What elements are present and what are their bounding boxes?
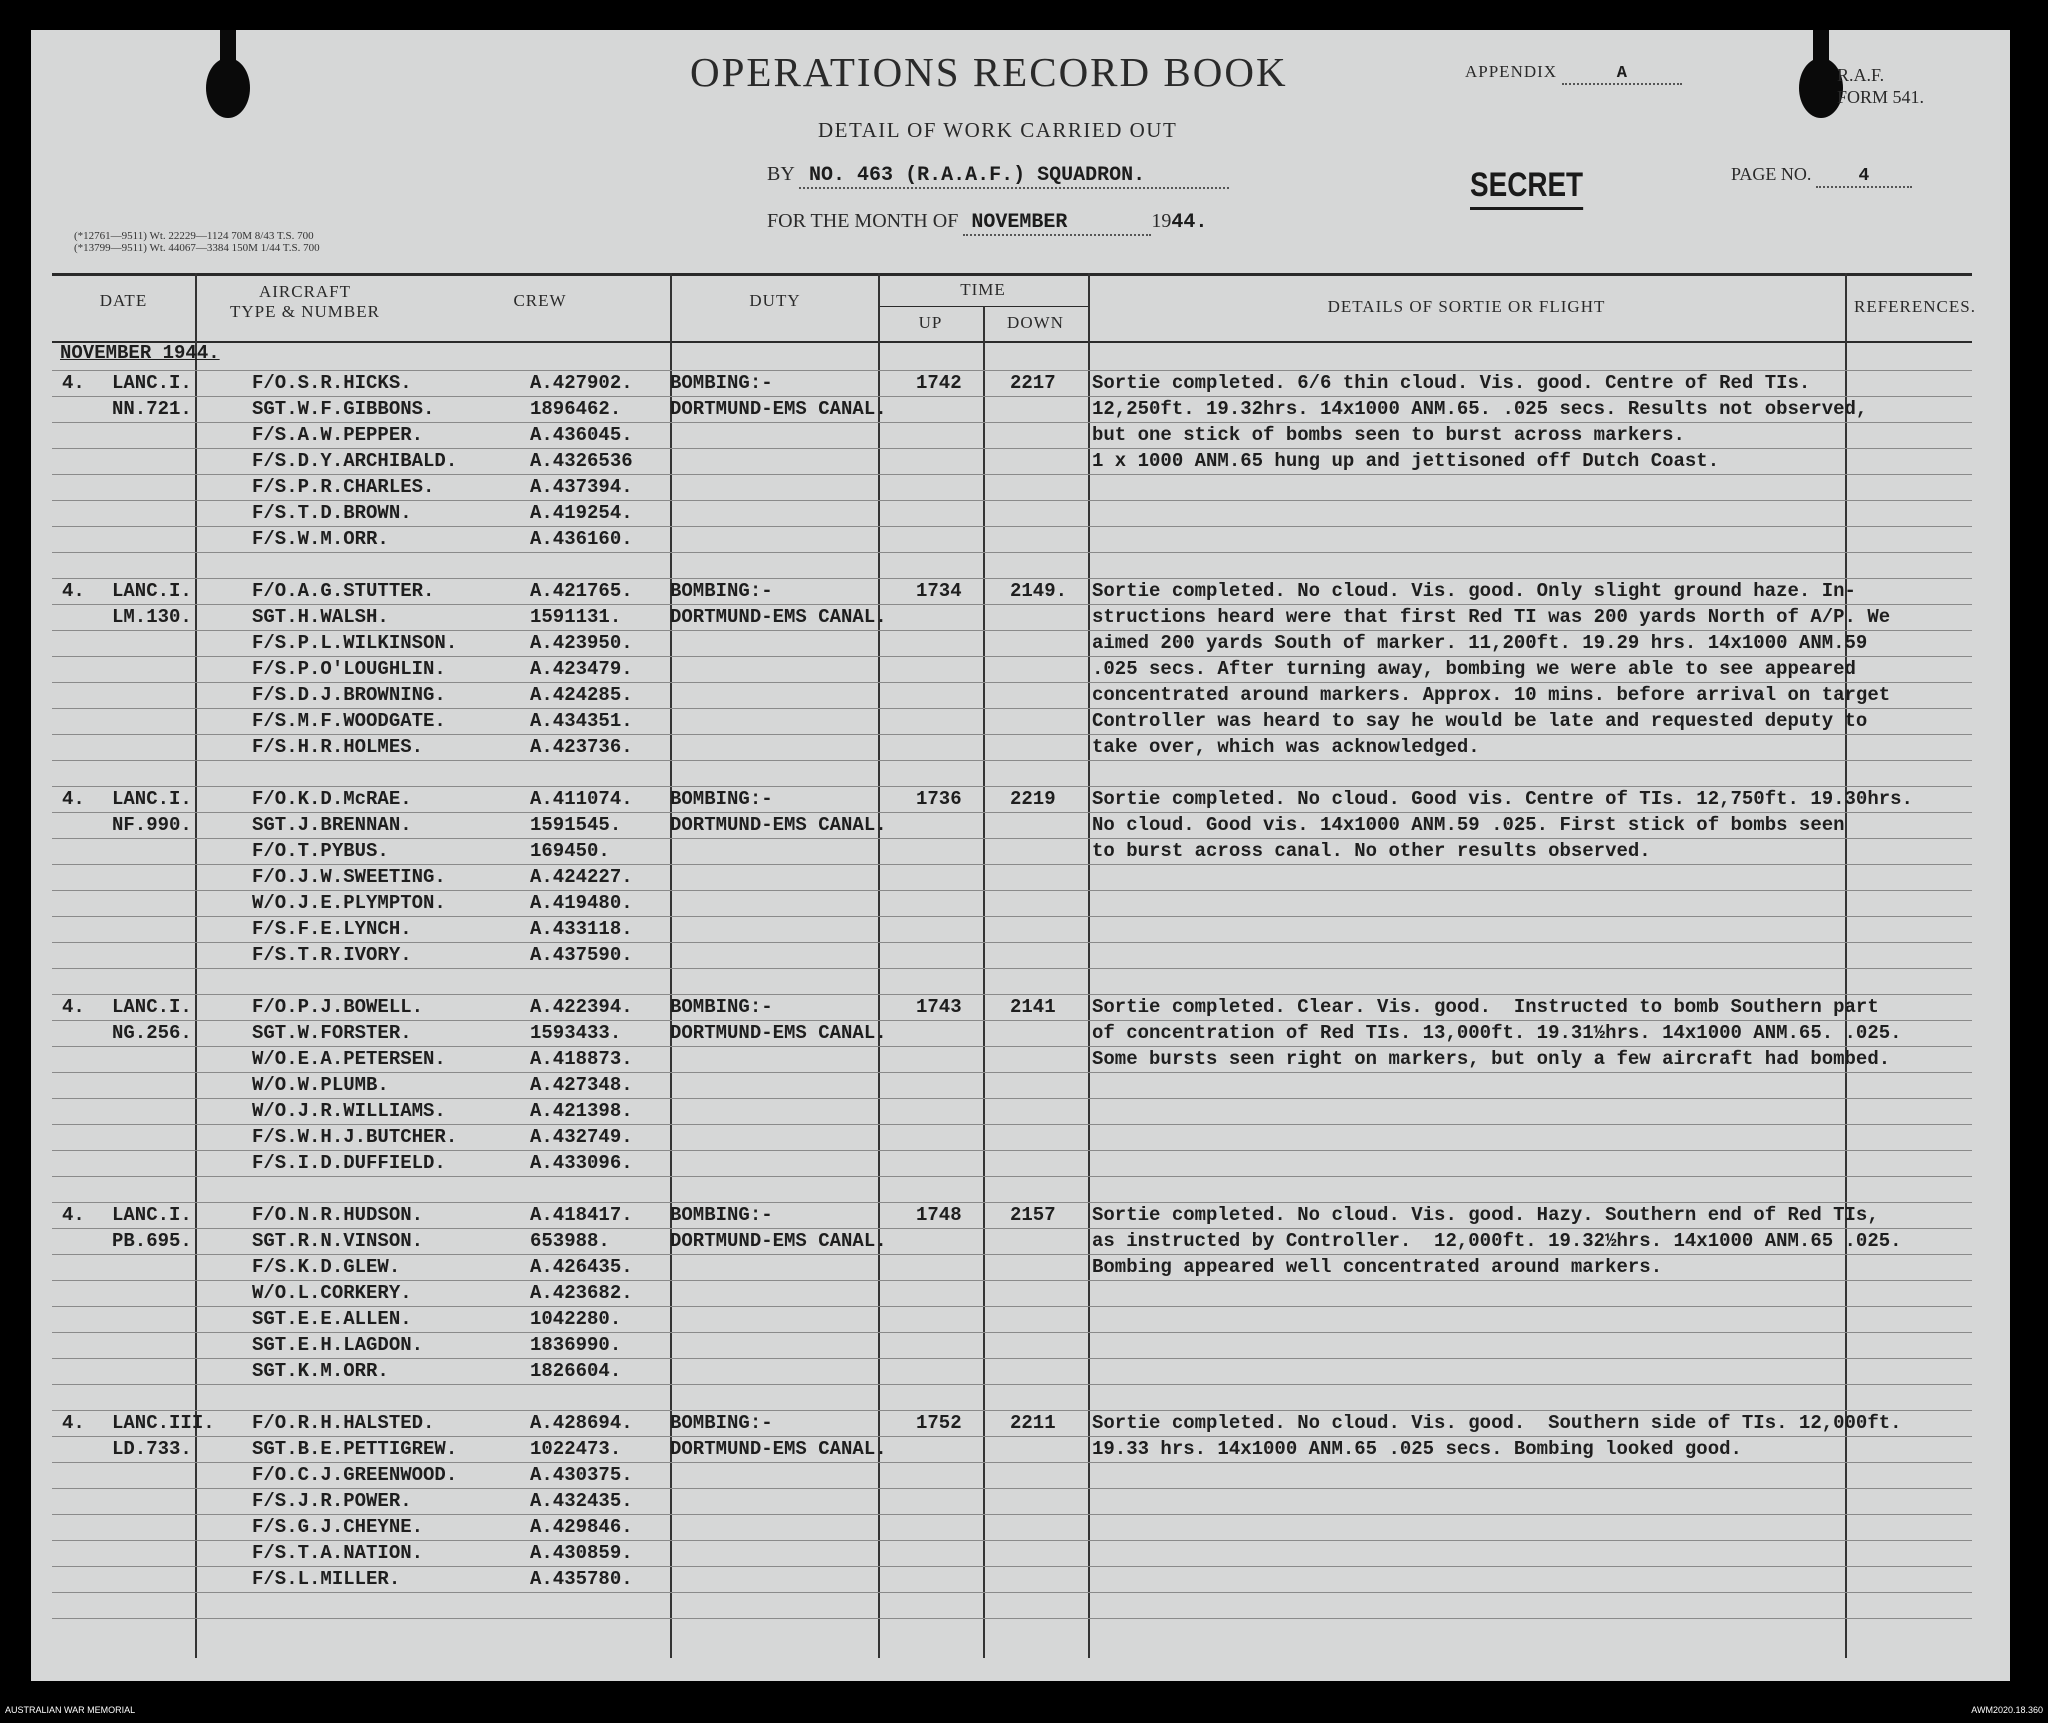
col-header-references: REFERENCES. [1854, 297, 1976, 316]
crew-service-number: A.423479. [530, 658, 633, 680]
crew-service-number: A.427902. [530, 372, 633, 394]
crew-service-number: 1836990. [530, 1334, 622, 1356]
col-header-aircraft-line1: AIRCRAFT [258, 282, 352, 301]
ruled-line [52, 1176, 1972, 1177]
crew-name: SGT.J.BRENNAN. [252, 814, 412, 836]
month-heading: NOVEMBER 1944. [60, 342, 220, 364]
crew-service-number: A.421765. [530, 580, 633, 602]
crew-service-number: A.411074. [530, 788, 633, 810]
crew-name: F/O.K.D.McRAE. [252, 788, 412, 810]
crew-service-number: A.422394. [530, 996, 633, 1018]
crew-service-number: A.423736. [530, 736, 633, 758]
print-code-line2: (*13799—9511) Wt. 44067—3384 150M 1/44 T.S. 700 [74, 242, 320, 254]
ruled-line [52, 1384, 1972, 1385]
crew-name: F/S.F.E.LYNCH. [252, 918, 412, 940]
duty-line2: DORTMUND-EMS CANAL. [670, 1022, 887, 1044]
aircraft-type: LANC.I. [112, 580, 192, 602]
crew-service-number: A.433118. [530, 918, 633, 940]
col-header-aircraft-line2: TYPE & NUMBER [230, 302, 380, 321]
col-divider-date [195, 273, 197, 1658]
aircraft-type: LANC.III. [112, 1412, 215, 1434]
duty-line2: DORTMUND-EMS CANAL. [670, 1438, 887, 1460]
crew-service-number: A.430859. [530, 1542, 633, 1564]
crew-name: W/O.L.CORKERY. [252, 1282, 412, 1304]
squadron-name: NO. 463 (R.A.A.F.) SQUADRON. [809, 164, 1146, 187]
crew-name: F/O.T.PYBUS. [252, 840, 389, 862]
crew-name: F/S.A.W.PEPPER. [252, 424, 424, 446]
time-down: 2149. [1010, 580, 1068, 602]
time-down: 2219 [1010, 788, 1056, 810]
crew-name: W/O.E.A.PETERSEN. [252, 1048, 446, 1070]
sortie-details: Sortie completed. No cloud. Good vis. Centre of TIs. 12,750ft. 19.30hrs. No cloud. Good vis. 14x1000 ANM.59 .025. First stick of bombs seen to burst across canal. No other results observed. [1092, 788, 1913, 862]
crew-service-number: A.423950. [530, 632, 633, 654]
sortie-date: 4. [62, 1204, 85, 1226]
col-header-down: DOWN [1007, 313, 1064, 332]
crew-name: SGT.K.M.ORR. [252, 1360, 389, 1382]
crew-service-number: A.4326536 [530, 450, 633, 472]
time-down: 2157 [1010, 1204, 1056, 1226]
crew-service-number: 1896462. [530, 398, 622, 420]
crew-service-number: A.437590. [530, 944, 633, 966]
crew-name: F/S.P.L.WILKINSON. [252, 632, 458, 654]
appendix-label: APPENDIX [1465, 62, 1558, 81]
sortie-details: Sortie completed. No cloud. Vis. good. Hazy. Southern end of Red TIs, as instructed by Controller. 12,000ft. 19.32½hrs. 14x1000 ANM.65 .025. Bombing appeared well concentrated around markers. [1092, 1204, 1902, 1278]
time-up: 1752 [916, 1412, 962, 1434]
print-codes [74, 230, 320, 254]
crew-service-number: A.433096. [530, 1152, 633, 1174]
crew-name: W/O.J.E.PLYMPTON. [252, 892, 446, 914]
crew-service-number: 1593433. [530, 1022, 622, 1044]
duty-line2: DORTMUND-EMS CANAL. [670, 814, 887, 836]
crew-name: F/S.P.O'LOUGHLIN. [252, 658, 446, 680]
crew-name: F/S.M.F.WOODGATE. [252, 710, 446, 732]
table-header-border [52, 341, 1972, 343]
sortie-date: 4. [62, 1412, 85, 1434]
crew-name: F/S.H.R.HOLMES. [252, 736, 424, 758]
month-field [767, 210, 1207, 236]
sortie-date: 4. [62, 372, 85, 394]
ruled-line [52, 1592, 1972, 1593]
crew-name: F/O.R.H.HALSTED. [252, 1412, 435, 1434]
by-label: BY [767, 163, 795, 185]
crew-service-number: A.424227. [530, 866, 633, 888]
time-up: 1748 [916, 1204, 962, 1226]
sortie-details: Sortie completed. Clear. Vis. good. Instructed to bomb Southern part of concentration of Red TIs. 13,000ft. 19.31½hrs. 14x1000 ANM.65. .025. Some bursts seen right on markers, but only a few aircraft had bombed. [1092, 996, 1902, 1070]
crew-service-number: A.418417. [530, 1204, 633, 1226]
ruled-line [52, 760, 1972, 761]
year-prefix: 19 [1151, 210, 1172, 232]
time-down: 2211 [1010, 1412, 1056, 1434]
duty-line1: BOMBING:- [670, 788, 773, 810]
time-down: 2217 [1010, 372, 1056, 394]
crew-name: F/O.S.R.HICKS. [252, 372, 412, 394]
col-header-details: DETAILS OF SORTIE OR FLIGHT [1327, 297, 1606, 316]
page-number-field [1731, 164, 1912, 188]
crew-name: W/O.J.R.WILLIAMS. [252, 1100, 446, 1122]
col-header-time: TIME [960, 280, 1006, 299]
duty-line2: DORTMUND-EMS CANAL. [670, 398, 887, 420]
crew-service-number: A.430375. [530, 1464, 633, 1486]
crew-name: F/S.T.R.IVORY. [252, 944, 412, 966]
aircraft-type: LANC.I. [112, 788, 192, 810]
appendix-value: A [1616, 64, 1628, 83]
crew-service-number: A.435780. [530, 1568, 633, 1590]
crew-service-number: A.424285. [530, 684, 633, 706]
crew-service-number: A.429846. [530, 1516, 633, 1538]
crew-name: F/S.T.D.BROWN. [252, 502, 412, 524]
time-down: 2141 [1010, 996, 1056, 1018]
crew-name: F/O.J.W.SWEETING. [252, 866, 446, 888]
crew-name: SGT.W.F.GIBBONS. [252, 398, 435, 420]
crew-service-number: 1591545. [530, 814, 622, 836]
page-number: 4 [1858, 166, 1870, 186]
duty-line1: BOMBING:- [670, 580, 773, 602]
aircraft-number: LM.130. [112, 606, 192, 628]
col-header-aircraft [200, 282, 410, 322]
crew-name: F/O.P.J.BOWELL. [252, 996, 424, 1018]
time-up: 1734 [916, 580, 962, 602]
appendix-field [1465, 62, 1682, 85]
col-header-up: UP [918, 313, 943, 332]
crew-service-number: 1591131. [530, 606, 622, 628]
secret-stamp: SECRET [1470, 166, 1583, 210]
form-subtitle: DETAIL OF WORK CARRIED OUT [818, 118, 1178, 142]
aircraft-number: PB.695. [112, 1230, 192, 1252]
crew-service-number: A.418873. [530, 1048, 633, 1070]
crew-service-number: A.432749. [530, 1126, 633, 1148]
duty-line2: DORTMUND-EMS CANAL. [670, 1230, 887, 1252]
ruled-line [52, 968, 1972, 969]
aircraft-number: NG.256. [112, 1022, 192, 1044]
crew-service-number: A.428694. [530, 1412, 633, 1434]
crew-service-number: A.419254. [530, 502, 633, 524]
crew-name: SGT.E.H.LAGDON. [252, 1334, 424, 1356]
month-value: NOVEMBER [971, 211, 1068, 234]
aircraft-type: LANC.I. [112, 372, 192, 394]
page-label: PAGE NO. [1731, 164, 1812, 184]
crew-name: W/O.W.PLUMB. [252, 1074, 389, 1096]
form-title: OPERATIONS RECORD BOOK [690, 49, 1288, 95]
crew-name: F/O.N.R.HUDSON. [252, 1204, 424, 1226]
time-up: 1742 [916, 372, 962, 394]
sortie-details: Sortie completed. 6/6 thin cloud. Vis. good. Centre of Red TIs. 12,250ft. 19.32hrs. 14x1000 ANM.65. .025 secs. Results not observed, but one stick of bombs seen to burst across markers. 1 x 1000 ANM.65 hung up and jettisoned off Dutch Coast. [1092, 372, 1868, 472]
aircraft-type: LANC.I. [112, 1204, 192, 1226]
crew-name: F/S.W.M.ORR. [252, 528, 389, 550]
aircraft-number: LD.733. [112, 1438, 192, 1460]
crew-service-number: A.426435. [530, 1256, 633, 1278]
col-header-crew: CREW [513, 291, 567, 310]
crew-service-number: A.423682. [530, 1282, 633, 1304]
crew-service-number: 169450. [530, 840, 610, 862]
by-field [767, 163, 1229, 189]
print-code-line1: (*12761—9511) Wt. 22229—1124 70M 8/43 T.S. 700 [74, 230, 314, 242]
duty-line1: BOMBING:- [670, 1204, 773, 1226]
year-value: 44. [1171, 211, 1208, 234]
binder-hole-left [206, 30, 250, 118]
sortie-date: 4. [62, 996, 85, 1018]
crew-name: F/S.K.D.GLEW. [252, 1256, 401, 1278]
crew-name: F/O.C.J.GREENWOOD. [252, 1464, 458, 1486]
crew-name: F/S.J.R.POWER. [252, 1490, 412, 1512]
crew-name: F/S.W.H.J.BUTCHER. [252, 1126, 458, 1148]
crew-name: SGT.R.N.VINSON. [252, 1230, 424, 1252]
aircraft-number: NN.721. [112, 398, 192, 420]
aircraft-type: LANC.I. [112, 996, 192, 1018]
archive-reference: AWM2020.18.360 [1971, 1705, 2043, 1715]
crew-service-number: A.419480. [530, 892, 633, 914]
crew-service-number: A.436045. [530, 424, 633, 446]
sortie-date: 4. [62, 788, 85, 810]
sortie-date: 4. [62, 580, 85, 602]
sortie-details: Sortie completed. No cloud. Vis. good. Southern side of TIs. 12,000ft. 19.33 hrs. 14x1000 ANM.65 .025 secs. Bombing looked good. [1092, 1412, 1902, 1460]
ruled-line [52, 1618, 1972, 1619]
col-divider-down [1088, 273, 1090, 1658]
crew-service-number: A.436160. [530, 528, 633, 550]
col-header-duty: DUTY [749, 291, 801, 310]
duty-line1: BOMBING:- [670, 372, 773, 394]
duty-line1: BOMBING:- [670, 1412, 773, 1434]
month-label: FOR THE MONTH OF [767, 210, 959, 232]
crew-service-number: A.432435. [530, 1490, 633, 1512]
sortie-details: Sortie completed. No cloud. Vis. good. Only slight ground haze. In- structions heard were that first Red TI was 200 yards North of A/P. We aimed 200 yards South of marker. 11,200ft. 19.29 hrs. 14x1000 ANM.59 .025 secs. After turning away, bombing we were able to see appeared concentrated around markers. Approx. 10 mins. before arrival on target Controller was heard to say he would be late and requested deputy to take over, which was acknowledged. [1092, 580, 1891, 758]
crew-name: SGT.H.WALSH. [252, 606, 389, 628]
crew-name: F/S.D.J.BROWNING. [252, 684, 446, 706]
crew-service-number: 1826604. [530, 1360, 622, 1382]
crew-service-number: A.434351. [530, 710, 633, 732]
crew-name: F/S.I.D.DUFFIELD. [252, 1152, 446, 1174]
crew-service-number: 1022473. [530, 1438, 622, 1460]
crew-service-number: 1042280. [530, 1308, 622, 1330]
crew-name: F/O.A.G.STUTTER. [252, 580, 435, 602]
duty-line1: BOMBING:- [670, 996, 773, 1018]
crew-name: F/S.L.MILLER. [252, 1568, 401, 1590]
crew-name: SGT.W.FORSTER. [252, 1022, 412, 1044]
crew-name: SGT.B.E.PETTIGREW. [252, 1438, 458, 1460]
crew-name: F/S.P.R.CHARLES. [252, 476, 435, 498]
crew-service-number: A.427348. [530, 1074, 633, 1096]
crew-service-number: A.421398. [530, 1100, 633, 1122]
crew-service-number: A.437394. [530, 476, 633, 498]
time-up: 1743 [916, 996, 962, 1018]
duty-line2: DORTMUND-EMS CANAL. [670, 606, 887, 628]
raf-form-number [1837, 64, 1924, 108]
archive-credit: AUSTRALIAN WAR MEMORIAL [5, 1705, 136, 1715]
ruled-line [52, 552, 1972, 553]
crew-name: SGT.E.E.ALLEN. [252, 1308, 412, 1330]
crew-service-number: 653988. [530, 1230, 610, 1252]
table-top-border [52, 273, 1972, 276]
crew-name: F/S.D.Y.ARCHIBALD. [252, 450, 458, 472]
col-divider-up [983, 306, 985, 1658]
crew-name: F/S.T.A.NATION. [252, 1542, 424, 1564]
raf-form-line1: R.A.F. [1837, 65, 1885, 85]
raf-form-line2: FORM 541. [1837, 87, 1925, 107]
time-up: 1736 [916, 788, 962, 810]
col-header-date: DATE [99, 291, 148, 310]
aircraft-number: NF.990. [112, 814, 192, 836]
crew-name: F/S.G.J.CHEYNE. [252, 1516, 424, 1538]
